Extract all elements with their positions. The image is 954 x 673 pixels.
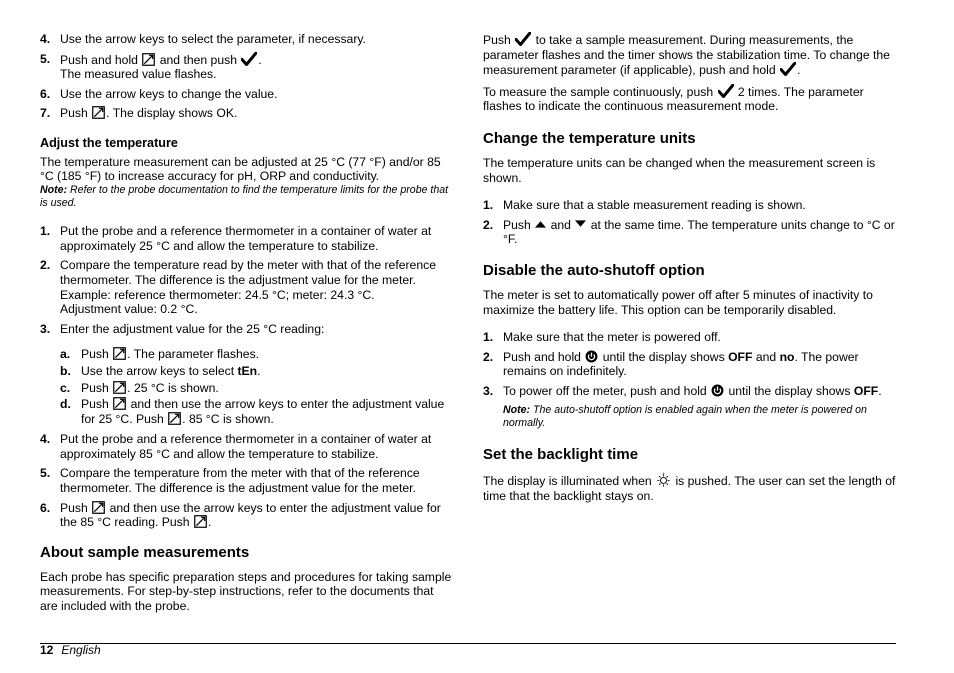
disable-auto-shutoff-body: The meter is set to automatically power off after 5 minutes of inactivity to maximize the battery life. This option can be temporarily disabled. bbox=[483, 287, 873, 317]
backlight-icon bbox=[656, 472, 671, 487]
up-arrow-icon bbox=[535, 220, 546, 228]
adjust-step-3: 3. Enter the adjustment value for the 25 °C reading: bbox=[40, 321, 325, 336]
read-checkmark-icon bbox=[241, 52, 257, 66]
footer-rule bbox=[40, 643, 896, 644]
power-icon bbox=[585, 350, 598, 363]
left-column bbox=[40, 32, 454, 620]
adjust-substep-a: a. Push . The parameter flashes. bbox=[60, 347, 260, 362]
shutoff-note: Note: The auto-shutoff option is enabled again when the meter is powered on normally. bbox=[503, 403, 867, 429]
parameter-key-icon bbox=[142, 53, 155, 66]
adjust-temperature-heading: Adjust the temperature bbox=[40, 135, 178, 150]
shutoff-step-2: 2. Push and hold until the display shows OFF and no. The power remains on indefinitely. bbox=[483, 349, 859, 379]
set-backlight-time-heading: Set the backlight time bbox=[483, 445, 639, 463]
change-temperature-units-body: The temperature units can be changed when the measurement screen is shown. bbox=[483, 155, 876, 185]
step-6: 6. Use the arrow keys to change the value. bbox=[40, 86, 278, 101]
power-icon bbox=[711, 384, 724, 397]
adjust-step-4: 4. Put the probe and a reference thermometer in a container of water at approximately 85 °C and allow the temperature to stabilize. bbox=[40, 432, 432, 461]
read-checkmark-icon bbox=[718, 84, 734, 98]
parameter-key-icon bbox=[113, 397, 126, 410]
units-step-1: 1. Make sure that a stable measurement reading is shown. bbox=[483, 198, 806, 213]
adjust-step-5: 5. Compare the temperature from the meter with that of the reference thermometer. The difference is the adjustment value for the meter. bbox=[40, 466, 420, 496]
shutoff-step-3: 3. To power off the meter, push and hold until the display shows OFF. bbox=[483, 383, 882, 398]
adjust-step-1: 1. Put the probe and a reference thermometer in a container of water at approximately 25 °C and allow the temperature to stabilize. bbox=[40, 224, 432, 253]
parameter-key-icon bbox=[92, 501, 105, 514]
step-7: 7. Push . The display shows OK. bbox=[40, 106, 238, 121]
about-sample-measurements-heading: About sample measurements bbox=[40, 543, 250, 561]
adjust-substep-d: d. Push and then use the arrow keys to enter the adjustment value for 25 °C. Push . 85 °C is shown. bbox=[60, 397, 445, 426]
adjust-temperature-body: The temperature measurement can be adjusted at 25 °C (77 °F) and/or 85 °C (185 °F) to increase accuracy for pH, ORP and conductivity. bbox=[40, 154, 441, 184]
parameter-key-icon bbox=[113, 347, 126, 360]
adjust-temperature-note: Note: Refer to the probe documentation to find the temperature limits for the probe that is used. bbox=[40, 183, 449, 209]
parameter-key-icon bbox=[168, 412, 181, 425]
adjust-substep-b: b. Use the arrow keys to select tEn. bbox=[60, 363, 261, 378]
down-arrow-icon bbox=[575, 220, 586, 228]
footer-language: English bbox=[61, 643, 101, 657]
adjust-step-6: 6. Push and then use the arrow keys to enter the adjustment value for the 85 °C reading. Push . bbox=[40, 500, 441, 530]
page-number: 12 bbox=[40, 643, 54, 657]
read-checkmark-icon bbox=[515, 32, 531, 46]
shutoff-step-1: 1. Make sure that the meter is powered off. bbox=[483, 330, 721, 345]
change-temperature-units-heading: Change the temperature units bbox=[483, 129, 696, 147]
adjust-substep-c: c. Push . 25 °C is shown. bbox=[60, 380, 219, 395]
step-5: 5. Push and hold and then push . The measured value flashes. bbox=[40, 51, 262, 82]
step-4: 4. Use the arrow keys to select the parameter, if necessary. bbox=[40, 32, 366, 46]
units-step-2: 2. Push and at the same time. The temperature units change to °C or °F. bbox=[483, 217, 895, 247]
parameter-key-icon bbox=[92, 106, 105, 119]
parameter-key-icon bbox=[113, 381, 126, 394]
continuous-measurement-paragraph: To measure the sample continuously, push 2 times. The parameter flashes to indicate the continuous measurement mode. bbox=[483, 84, 864, 114]
disable-auto-shutoff-heading: Disable the auto-shutoff option bbox=[483, 261, 705, 279]
set-backlight-time-body: The display is illuminated when is pushed. The user can set the length of time that the backlight stays on. bbox=[483, 472, 898, 503]
measurement-paragraph: Push to take a sample measurement. During measurements, the parameter flashes and the timer shows the stabilization time. To change the measurement parameter (if applicable), push and hold . bbox=[483, 33, 890, 78]
right-column bbox=[483, 32, 898, 509]
about-sample-measurements-body: Each probe has specific preparation steps and procedures for taking sample measurements. For step-by-step instructions, refer to the documents that are included with the probe. bbox=[40, 569, 452, 614]
parameter-key-icon bbox=[194, 515, 207, 528]
read-checkmark-icon bbox=[780, 62, 796, 76]
page-footer bbox=[40, 643, 101, 657]
adjust-step-2: 2. Compare the temperature read by the meter with that of the reference thermometer. The difference is the adjustment value for the meter. Example: reference thermometer: 24.5 °C; meter: 24.3 °C. Adjustment value: 0.2 °C. bbox=[40, 258, 436, 317]
